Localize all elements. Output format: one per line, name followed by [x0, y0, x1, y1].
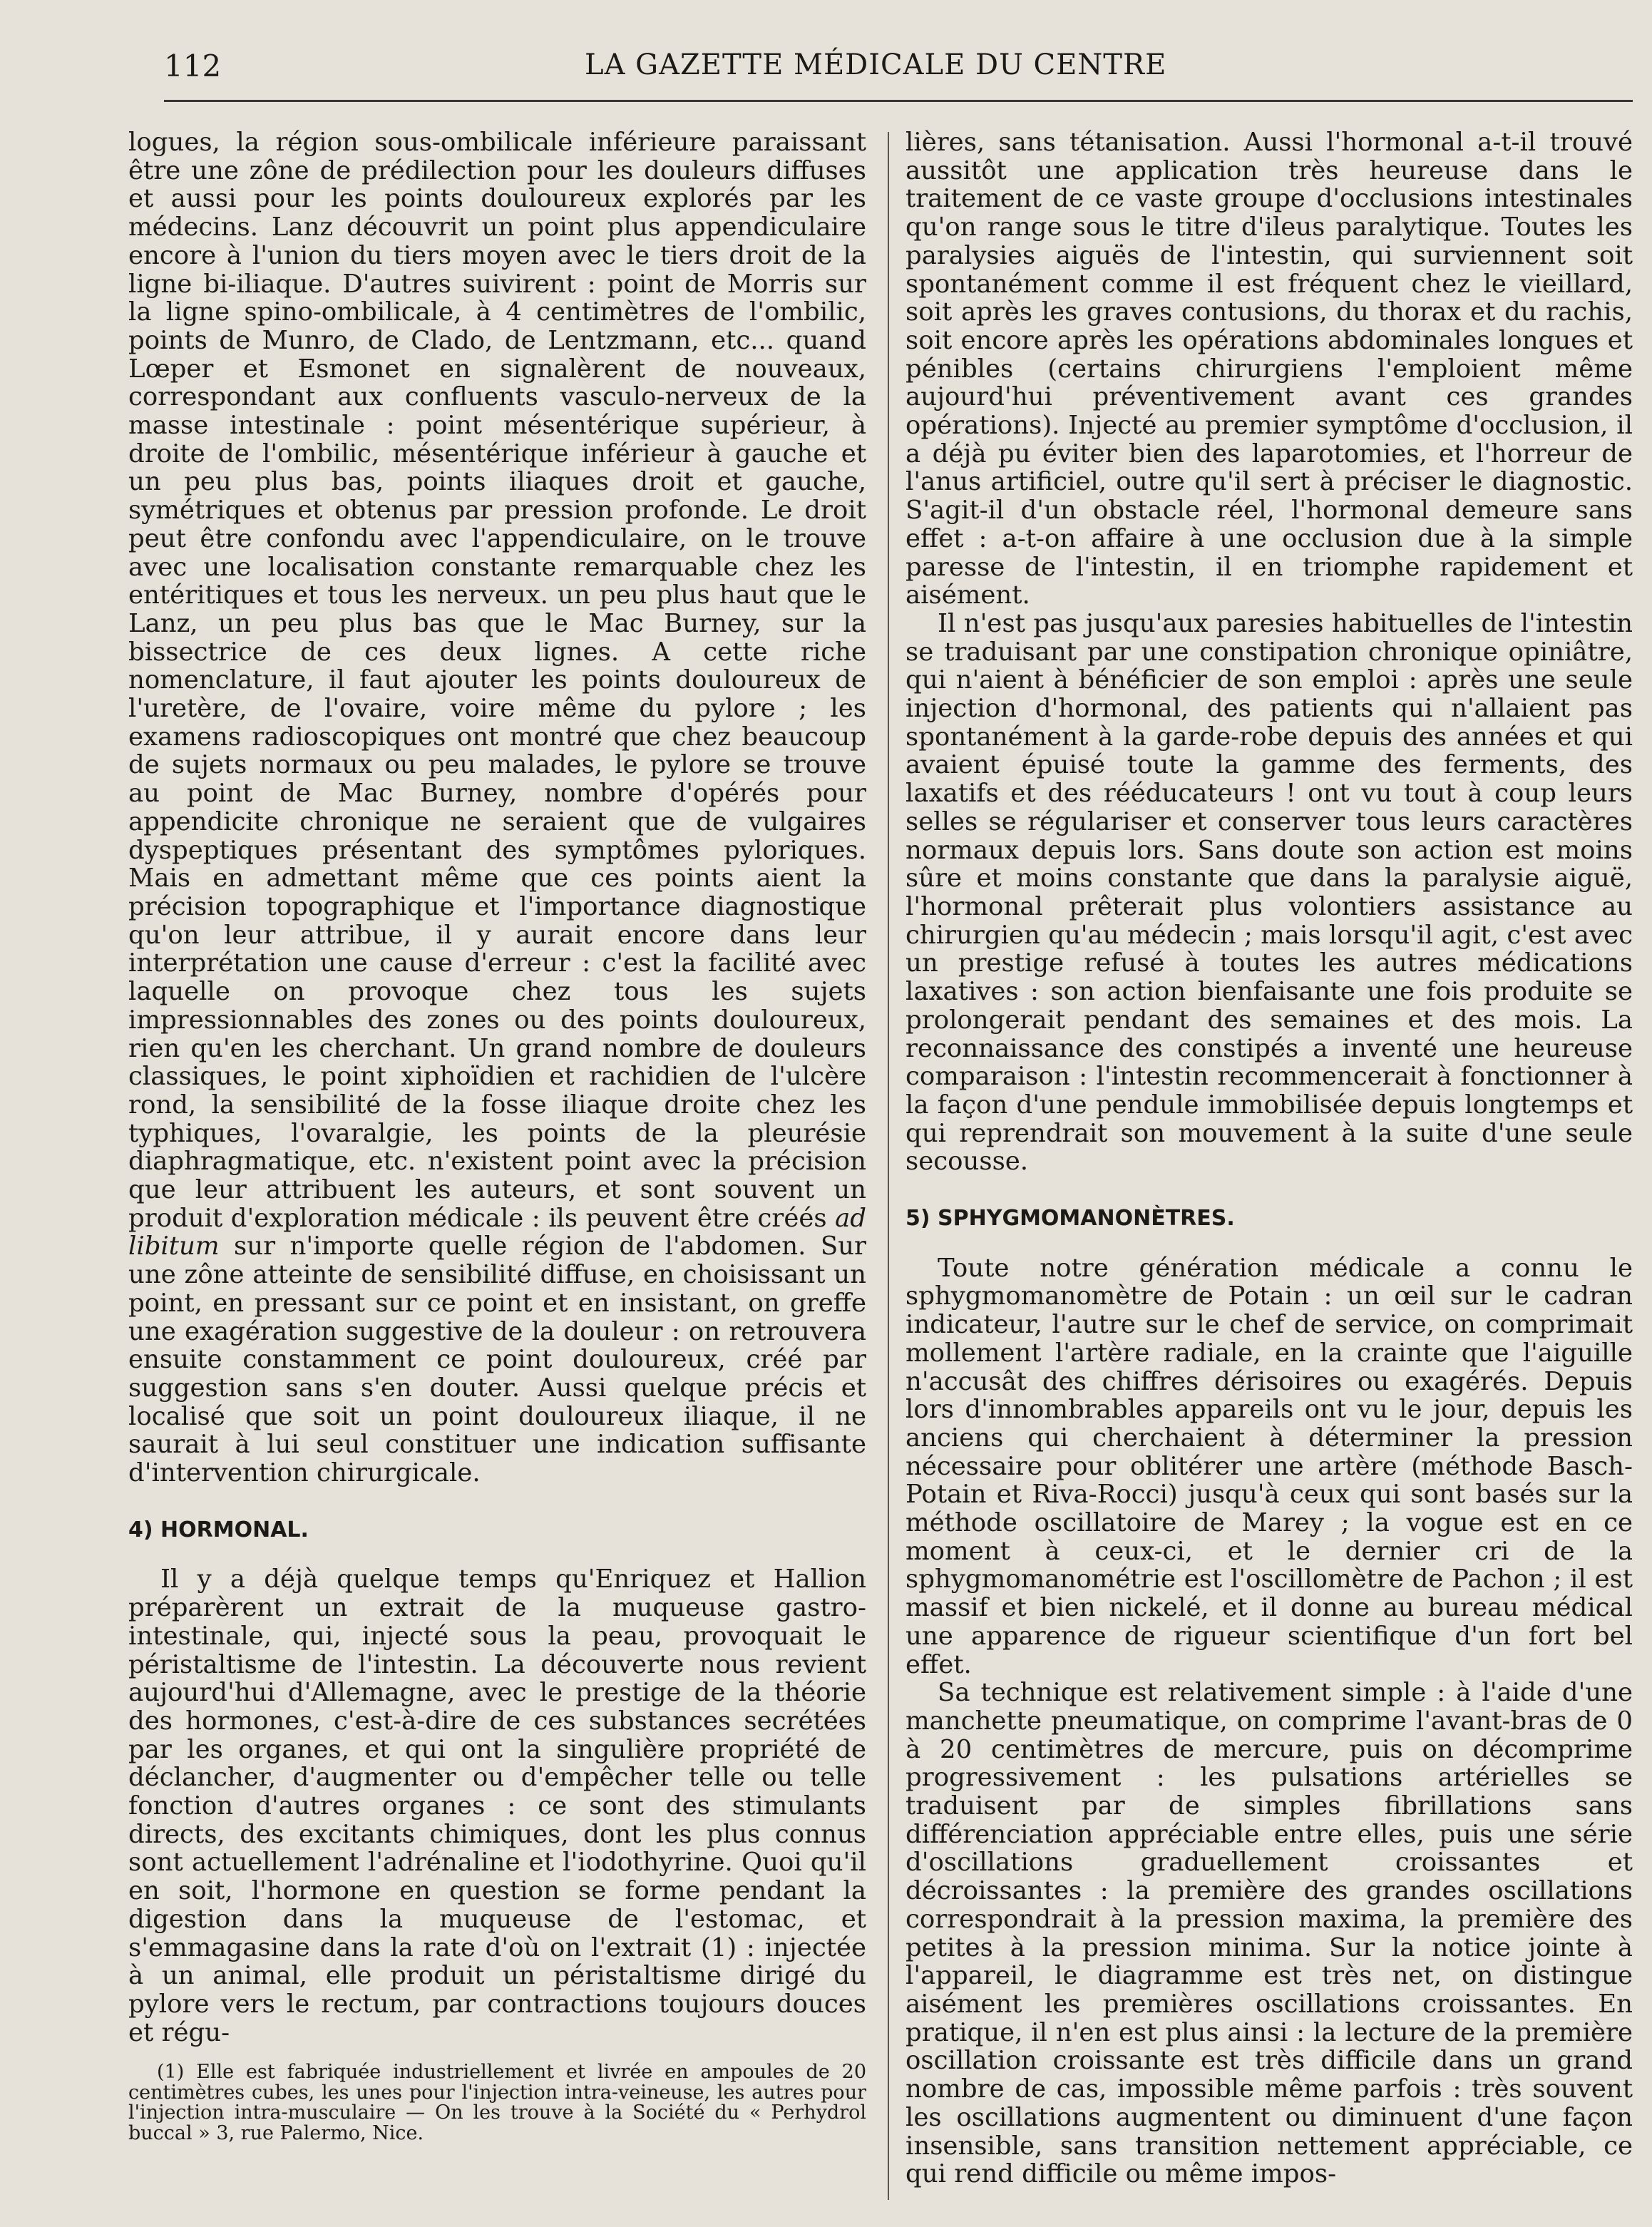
section-heading-sphygmomanometres: 5) SPHYGMOMANONÈTRES. [905, 1206, 1235, 1232]
left-paragraph-2: Il y a déjà quelque temps qu'Enriquez et Hallion préparèrent un extrait de la muqueuse gastro-intestinale, qui, injecté sous la peau, provoquait le péristaltisme de l'intestin. La découverte nous revient aujourd'hui d'Allemagne, avec le prestige de la théorie des hormones, c'est-à-dire de ces substances secrétées par les organes, et qui ont la singulière propriété de déclancher, d'augmenter ou d'empêcher telle ou telle fonction d'autres organes : ce sont des stimulants directs, des excitants chimiques, dont les plus connus sont actuellement l'adrénaline et l'iodothyrine. Quoi qu'il en soit, l'hormone en question se forme pendant la digestion dans la muqueuse de l'estomac, et s'emmagasine dans la rate d'où on l'extrait (1) : injectée à un animal, elle produit un péristaltisme dirigé du pylore vers le rectum, par contractions toujours douces et régu- [128, 1565, 866, 2047]
section-heading-hormonal: 4) HORMONAL. [128, 1517, 309, 1542]
header-rule [164, 100, 1633, 102]
column-rule [888, 132, 889, 2200]
page-header [164, 43, 1533, 93]
left-paragraph-1 [128, 128, 866, 1488]
right-paragraph-3: Toute notre génération médicale a connu le sphygmomanomètre de Potain : un œil sur le cadran indicateur, l'autre sur le chef de service, on comprimait mollement l'artère radiale, en la crainte que l'aiguille n'accusât des chiffres dérisoires ou exagérés. Depuis lors d'innombrables appareils ont vu le jour, depuis les anciens qui cherchaient à déterminer la pression nécessaire pour oblitérer une artère (méthode Basch-Potain et Riva-Rocci) jusqu'à ceux qui sont basés sur la méthode oscillatoire de Marey ; la vogue est en ce moment à ceux-ci, et le dernier cri de la sphygmomanométrie est l'oscillomètre de Pachon ; il est massif et bien nickelé, et il donne au bureau médical une apparence de rigueur scientifique d'un fort bel effet. [905, 1253, 1633, 1679]
page-number: 112 [164, 48, 222, 83]
footnotes [128, 2062, 866, 2144]
left-paragraph-1-end: sur n'importe quelle région de l'abdomen. Sur une zône atteinte de sensibilité diffuse, en choisissant un point, en pressant sur ce point et en insistant, on greffe une exagération suggestive de la douleur : on retrouvera ensuite constamment ce point douloureux, créé par suggestion sans s'en douter. Aussi quelque précis et localisé que soit un point douloureux iliaque, il ne saurait à lui seul constituer une indication suffisante d'intervention chirurgicale. [128, 1232, 866, 1488]
footnote-1: (1) Elle est fabriquée industriellement et livrée en ampoules de 20 centimètres cubes, les unes pour l'injection intra-veineuse, les autres pour l'injection intra-musculaire — On les trouve à la Société du « Perhydrol buccal » 3, rue Palermo, Nice. [128, 2061, 866, 2144]
running-title: LA GAZETTE MÉDICALE DU CENTRE [585, 48, 1167, 81]
right-paragraph-2: Il n'est pas jusqu'aux paresies habituelles de l'intestin se traduisant par une constipation chronique opiniâtre, qui n'aient à bénéficier de son emploi : après une seule injection d'hormonal, des patients qui n'allaient pas spontanément à la garde-robe depuis des années et qui avaient épuisé toute la gamme des ferments, des laxatifs et des rééducateurs ! ont vu tout à coup leurs selles se régulariser et conserver tous leurs caractères normaux depuis lors. Sans doute son action est moins sûre et moins constante que dans la paralysie aiguë, l'hormonal prêterait plus volontiers assistance au chirurgien qu'au médecin ; mais lorsqu'il agit, c'est avec un prestige refusé à toutes les autres médications laxatives : son action bienfaisante une fois produite se prolongerait pendant des semaines et des mois. La reconnaissance des constipés a inventé une heureuse comparaison : l'intestin recommencerait à fonctionner à la façon d'une pendule immobilisée depuis longtemps et qui reprendrait son mouvement à la suite d'une seule secousse. [905, 608, 1633, 1177]
left-paragraph-1-text: logues, la région sous-ombilicale inférieure paraissant être une zône de prédilection pour les douleurs diffuses et aussi pour les points douloureux explorés par les médecins. Lanz découvrit un point plus appendiculaire encore à l'union du tiers moyen avec le tiers droit de la ligne bi-iliaque. D'autres suivirent : point de Morris sur la ligne spino-ombilicale, à 4 centimètres de l'ombilic, points de Munro, de Clado, de Lentzmann, etc... quand Lœper et Esmonet en signalèrent de nouveaux, correspondant aux confluents vasculo-nerveux de la masse intestinale : point mésentérique supérieur, à droite de l'ombilic, mésentérique inférieur à gauche et un peu plus bas, points iliaques droit et gauche, symétriques et obtenus par pression profonde. Le droit peut être confondu avec l'appendiculaire, on le trouve avec une localisation constante remarquable chez les entéritiques et tous les nerveux. un peu plus haut que le Lanz, un peu plus bas que le Mac Burney, sur la bissectrice de ces deux lignes. A cette riche nomenclature, il faut ajouter les points douloureux de l'uretère, de l'ovaire, voire même du pylore ; les examens radioscopiques ont montré que chez beaucoup de sujets normaux ou peu malades, le pylore se trouve au point de Mac Burney, nombre d'opérés pour appendicite chronique ne seraient que de vulgaires dyspeptiques présentant des symptômes pyloriques. Mais en admettant même que ces points aient la précision topographique et l'importance diagnostique qu'on leur attribue, il y aurait encore dans leur interprétation une cause d'erreur : c'est la facilité avec laquelle on provoque chez tous les sujets impressionnables des zones ou des points douloureux, rien qu'en les cherchant. Un grand nombre de douleurs classiques, le point xiphoïdien et rachidien de l'ulcère rond, la sensibilité de la fosse iliaque droite chez les typhiques, l'ovaralgie, les points de la pleurésie diaphragmatique, etc. n'existent point avec la précision que leur attribuent les auteurs, et sont souvent un produit d'exploration médicale : ils peuvent être créés [128, 128, 866, 1233]
left-column [128, 128, 866, 2144]
italic-phrase: ad libitum [128, 1203, 866, 1261]
right-paragraph-1: lières, sans tétanisation. Aussi l'hormonal a-t-il trouvé aussitôt une application très heureuse dans le traitement de ce vaste groupe d'occlusions intestinales qu'on range sous le titre d'ileus paralytique. Toutes les paralysies aiguës de l'intestin, qui surviennent soit spontanément comme il est fréquent chez le vieillard, soit après les graves contusions, du thorax et du rachis, soit encore après les opérations abdominales longues et pénibles (certains chirurgiens l'emploient même aujourd'hui préventivement avant ces grandes opérations). Injecté au premier symptôme d'occlusion, il a déjà pu éviter bien des laparotomies, et l'horreur de l'anus artificiel, outre qu'il sert à préciser le diagnostic. S'agit-il d'un obstacle réel, l'hormonal demeure sans effet : a-t-on affaire à une occlusion due à la simple paresse de l'intestin, il en triomphe rapidement et aisément. [905, 128, 1633, 610]
right-column [905, 128, 1633, 2188]
right-paragraph-4: Sa technique est relativement simple : à l'aide d'une manchette pneumatique, on comprime l'avant-bras de 0 à 20 centimètres de mercure, puis on décomprime progressivement : les pulsations artérielles se traduisent par de simples fibrillations sans différenciation appréciable entre elles, puis une série d'oscillations graduellement croissantes et décroissantes : la première des grandes oscillations correspondrait à la pression maxima, la première des petites à la pression minima. Sur la notice jointe à l'appareil, le diagramme est très net, on distingue aisément les premières oscillations croissantes. En pratique, il n'en est plus ainsi : la lecture de la première oscillation croissante est très difficile dans un grand nombre de cas, impossible même parfois : très souvent les oscillations augmentent ou diminuent d'une façon insensible, sans transition nettement appréciable, ce qui rend difficile ou même impos- [905, 1678, 1633, 2189]
